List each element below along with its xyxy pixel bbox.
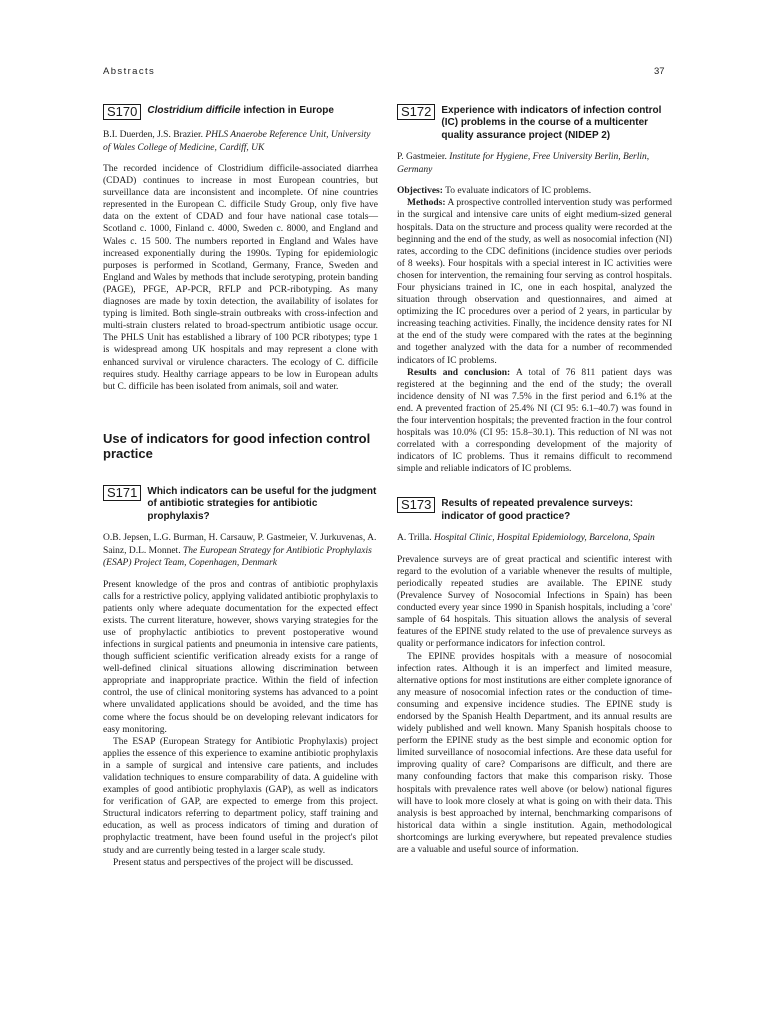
abstract-s170 — [103, 104, 378, 393]
abstract-body — [397, 185, 672, 475]
left-column — [103, 104, 378, 869]
abstract-s172 — [397, 104, 672, 475]
results-label: Results and conclusion: — [407, 367, 511, 378]
abstract-body — [397, 554, 672, 856]
author-names: P. Gastmeier. — [397, 152, 447, 163]
section-heading: Use of indicators for good infection control practice — [103, 430, 371, 461]
author-affiliation: PHLS Anaerobe Reference Unit, University of Wales College of Medicine, Cardiff, UK — [103, 130, 371, 153]
abstract-title: Results of repeated prevalence surveys: indicator of good practice? — [441, 498, 634, 522]
abstract-s173 — [397, 497, 672, 856]
abstract-body — [103, 579, 378, 869]
abstract-title-organism: Clostridium difficile — [147, 105, 241, 116]
right-column — [397, 104, 672, 856]
abstract-paragraph: The ESAP (European Strategy for Antibiotic Prophylaxis) project applies the essence of this experience to examine antibiotic prophylaxis in a sample of surgical and intensive care patients, and includes validation techniques to ensure comparability of data. A guideline with examples of good antibiotic prophylaxis (GAP), as well as indicators for verification of GAP, are expected to emerge from this project. Structural indicators referring to department policy, staff training and education, as well as process indicators of timing and duration of prophylactic treatment, have been found useful in the project's pilot study and are currently being tested in a larger scale study. — [103, 736, 378, 856]
abstract-title: Experience with indicators of infection control (IC) problems in the course of a multicenter quality assurance project (NIDEP 2) — [441, 105, 662, 141]
author-affiliation: Institute for Hygiene, Free University Berlin, Berlin, Germany — [397, 152, 650, 175]
results-text: A total of 76 811 patient days was registered at the beginning and the end of the study; the overall incidence density of NI was 7.5% in the first period and 6.1% at the end. A prevented fraction of 25.4% NI (CI 95: 6.1–40.7) was found in the four intervention hospitals; the prevented fraction in the four control hospitals was 10.0% (CI 95: 15.8–30.1). This reduction of NI was not correlated with a corresponding development of the majority of indicators of IC problems. Thus it remains difficult to recommend simple and reliable indicators of IC problems. — [397, 367, 672, 475]
running-head: Abstracts — [103, 66, 156, 77]
abstract-heading — [397, 497, 672, 523]
abstract-number: S171 — [103, 485, 141, 501]
abstract-number: S173 — [397, 497, 435, 513]
methods-text: A prospective controlled intervention study was performed in the surgical and intensive care units of eight medium-sized general hospitals. Data on the structure and process quality were recorded at the beginning and the end of the study, as well as nosocomial infection (NI) rates, according to the CDC definitions (incidence studies over periods of 8 weeks). Four hospitals with a special interest in IC activities were chosen for intervention, the remaining four serving as control hospitals. Four physicians trained in IC, one in each hospital, analyzed the situation through observation and questionnaires, and aimed at optimizing the IC procedures over a period of 2 years, in particular by increasing teaching activities. Finally, the incidence density rates for NI at the end of the study were compared with the rates at the beginning and together analyzed with the data for a number of recommended indicators of IC problems. — [397, 198, 672, 366]
methods-paragraph — [397, 197, 672, 366]
page-number: 37 — [654, 66, 665, 77]
abstract-paragraph: Prevalence surveys are of great practical and scientific interest with regard to the evolution of a variable whenever the results of multiple, periodically repeated studies are available. The EPINE study (Prevalence Survey of Nosocomial Infections in Spain) has been conducted every year since 1990 in Spanish hospitals, including a 'core' sample of 64 hospitals. This situation allows the analysis of several features of the EPINE study related to the use of prevalence surveys as quality or performance indicators for infection control. — [397, 554, 672, 650]
abstract-body — [103, 163, 378, 393]
abstract-authors — [103, 129, 378, 154]
author-names: B.I. Duerden, J.S. Brazier. — [103, 130, 203, 140]
author-affiliation: Hospital Clinic, Hospital Epidemiology, Barcelona, Spain — [433, 533, 655, 544]
abstract-number: S170 — [103, 104, 141, 120]
abstract-authors — [103, 532, 378, 570]
abstract-title-rest: infection in Europe — [240, 105, 334, 116]
author-names: O.B. Jepsen, L.G. Burman, H. Carsauw, P. Gastmeier, V. Jurkuvenas, A. Sainz, D.L. Monnet. — [103, 533, 377, 556]
abstract-paragraph: Present status and perspectives of the project will be discussed. — [113, 857, 354, 868]
abstract-s171 — [103, 485, 378, 869]
abstract-paragraph: The EPINE provides hospitals with a measure of nosocomial infection rates. Although it is an imperfect and limited measure, alternative options for most institutions are either complete ignorance of any measure of nosocomial infection rates or the conduction of time-consuming and expensive incidence studies. The EPINE study is endorsed by the Spanish Health Department, and its annual results are widely published and well known. Many Spanish hospitals choose to perform the EPINE study as the best simple and economic option for limited surveillance of nosocomial infections. Are these data useful for improving quality of care? Comparisons are difficult, and there are many confounding factors that make this comparison risky. Those hospitals with prevalence rates well above (or below) national figures will have to look more closely at what is going on with their data. This analysis is best approached by internal, benchmarking comparisons of historical data within a single institution. Again, methodological shortcomings are lurking everywhere, but repeated prevalence studies are a valuable and useful source of information. — [397, 651, 672, 856]
author-names: A. Trilla. — [397, 533, 432, 544]
objectives-label: Objectives: — [397, 186, 443, 197]
abstract-paragraph: Present knowledge of the pros and contras of antibiotic prophylaxis calls for a restrictive policy, applying validated antibiotic prophylaxis to patients only where adequate documentation for the expected effect exists. The current literature, however, shows varying strategies for the use of prophylactic antibiotics to prevent postoperative wound infections in surgical patients and pneumonia in intensive care patients, though sufficient scientific verification already exists for a range of well-defined clinical situations allowing discrimination between appropriate and inappropriate practice. Within the field of infection control, the use of clinical monitoring systems has advanced to a point where unvalidated applications should be avoided, and the time has come where the focus should be on developing relevant indicators for easy monitoring. — [103, 579, 378, 735]
abstract-heading — [397, 104, 672, 142]
abstract-heading — [103, 485, 378, 523]
spacer — [397, 475, 672, 497]
objectives-paragraph — [397, 185, 672, 197]
abstract-title — [147, 104, 378, 117]
abstract-title: Which indicators can be useful for the judgment of antibiotic strategies for antibiotic prophylaxis? — [147, 485, 377, 522]
abstract-paragraph: The recorded incidence of Clostridium difficile-associated diarrhea (CDAD) continues to increase in most European countries, but surveillance data are inconsistent and incomplete. Of nine countries represented in the European C. difficile Study Group, only five have data on the extent of CDAD and four have national case totals—Scotland c. 1000, Finland c. 4000, Sweden c. 8000, and England and Wales c. 15 500. The numbers reported in England and Wales have increased exponentially during the 1990s. Typing for epidemiologic purposes is performed in Scotland, Germany, France, Sweden and England and Wales by methods that include serotyping, protein banding (PAGE), PFGE, AP-PCR, RFLP and PCR-ribotyping. As many diagnoses are made by toxin detection, the availability of isolates for typing is limited. Both single-strain outbreaks with cross-infection and multi-strain clusters related to broad-spectrum antibiotic usage occur. The PHLS Unit has established a library of 100 PCR ribotypes; type 1 is widespread among UK hospitals and may represent a clone with enhanced survival or virulence characters. The ecology of C. difficile requires study. Healthy carriage appears to be low in European adults but C. difficile has been isolated from animals, soil and water. — [103, 164, 378, 392]
results-paragraph — [397, 367, 672, 476]
abstract-authors — [397, 532, 672, 545]
abstract-heading — [103, 104, 378, 120]
author-affiliation: The European Strategy for Antibiotic Prophylaxis (ESAP) Project Team, Copenhagen, Denmark — [103, 545, 372, 568]
objectives-text: To evaluate indicators of IC problems. — [442, 186, 592, 197]
abstract-number: S172 — [397, 104, 435, 120]
methods-label: Methods: — [407, 198, 446, 209]
abstract-authors — [397, 151, 672, 176]
